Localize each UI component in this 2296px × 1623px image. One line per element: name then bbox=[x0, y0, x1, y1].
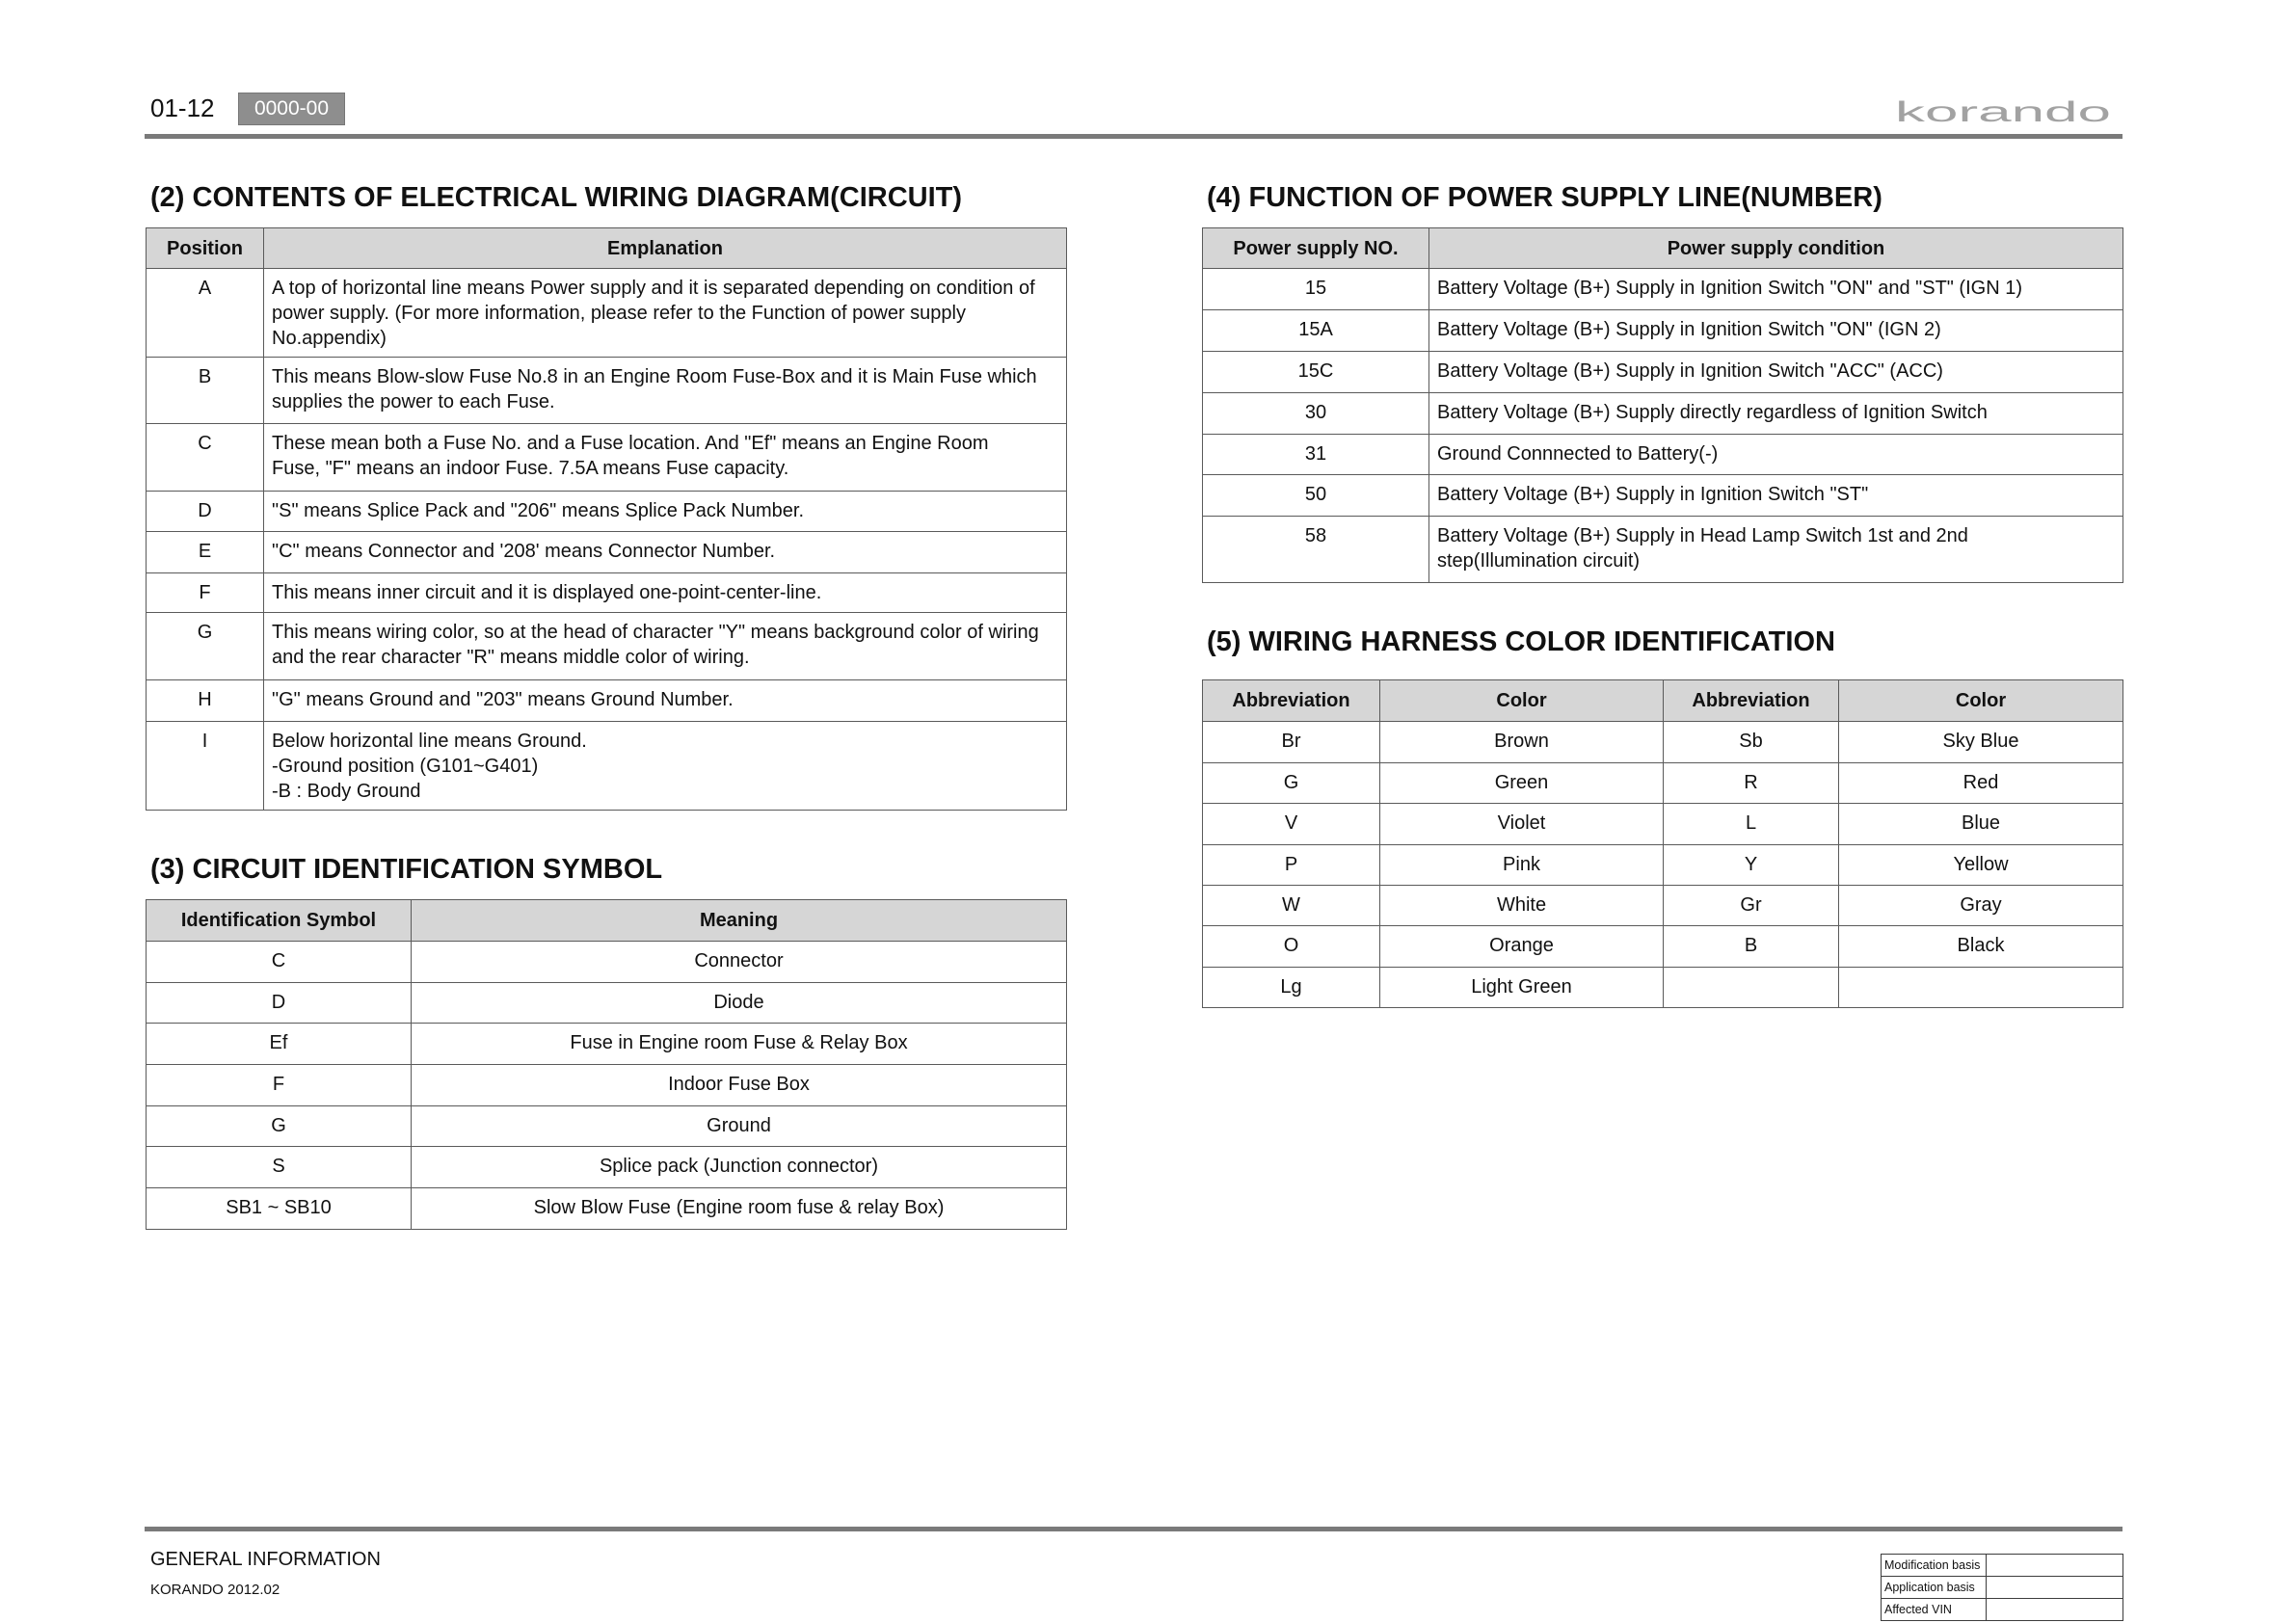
color-cell bbox=[1839, 968, 2123, 1008]
color-cell: Pink bbox=[1380, 845, 1664, 886]
color-cell: Gray bbox=[1839, 886, 2123, 926]
table-row bbox=[147, 942, 1067, 983]
supply-condition-cell bbox=[1429, 435, 2123, 475]
position-cell: A bbox=[147, 269, 264, 358]
supply-condition-cell bbox=[1429, 269, 2123, 310]
abbreviation-cell: Lg bbox=[1203, 968, 1380, 1008]
table-row bbox=[147, 573, 1067, 613]
abbreviation-cell: P bbox=[1203, 845, 1380, 886]
explanation-cell bbox=[264, 358, 1067, 424]
table-row bbox=[1203, 926, 2123, 968]
condition-line: Battery Voltage (B+) Supply in Ignition Switch "ACC" (ACC) bbox=[1437, 360, 1943, 382]
table-row bbox=[1203, 435, 2123, 475]
section-title-wiring-contents: (2) CONTENTS OF ELECTRICAL WIRING DIAGRAM(CIRCUIT) bbox=[150, 182, 963, 213]
revision-value bbox=[1987, 1599, 2123, 1621]
symbol-cell: S bbox=[147, 1147, 412, 1188]
symbol-cell: G bbox=[147, 1106, 412, 1147]
column-header-color: Color bbox=[1839, 680, 2123, 722]
column-header-color: Color bbox=[1380, 680, 1664, 722]
symbol-cell: SB1 ~ SB10 bbox=[147, 1188, 412, 1230]
color-cell: Orange bbox=[1380, 926, 1664, 968]
logo-wordmark: korando bbox=[1895, 98, 2111, 127]
meaning-cell: Splice pack (Junction connector) bbox=[412, 1147, 1067, 1188]
explanation-line: power supply. (For more information, please refer to the Function of power supply bbox=[272, 303, 966, 324]
position-cell: I bbox=[147, 722, 264, 811]
supply-condition-cell bbox=[1429, 517, 2123, 583]
revision-value bbox=[1987, 1577, 2123, 1599]
table-row bbox=[147, 1106, 1067, 1147]
color-cell: Sky Blue bbox=[1839, 722, 2123, 763]
meaning-cell: Fuse in Engine room Fuse & Relay Box bbox=[412, 1024, 1067, 1065]
meaning-cell: Ground bbox=[412, 1106, 1067, 1147]
explanation-line: "S" means Splice Pack and "206" means Splice Pack Number. bbox=[272, 500, 805, 521]
explanation-cell bbox=[264, 424, 1067, 492]
column-header-explanation: Emplanation bbox=[264, 228, 1067, 269]
abbreviation-cell: B bbox=[1664, 926, 1839, 968]
explanation-line: -B : Body Ground bbox=[272, 781, 421, 802]
table-row bbox=[1203, 517, 2123, 583]
table-row bbox=[147, 269, 1067, 358]
color-cell: White bbox=[1380, 886, 1664, 926]
color-cell: Black bbox=[1839, 926, 2123, 968]
meaning-cell: Indoor Fuse Box bbox=[412, 1065, 1067, 1106]
explanation-line: Below horizontal line means Ground. bbox=[272, 731, 587, 752]
table-row bbox=[1203, 968, 2123, 1008]
abbreviation-cell: Y bbox=[1664, 845, 1839, 886]
supply-number-cell: 15A bbox=[1203, 310, 1429, 352]
abbreviation-cell: G bbox=[1203, 763, 1380, 804]
condition-line: Ground Connnected to Battery(-) bbox=[1437, 443, 1719, 465]
table-row bbox=[147, 983, 1067, 1024]
abbreviation-cell bbox=[1664, 968, 1839, 1008]
table-row bbox=[147, 532, 1067, 573]
table-row bbox=[147, 492, 1067, 532]
table-row bbox=[1203, 269, 2123, 310]
revision-table bbox=[1881, 1554, 2123, 1621]
table-row bbox=[147, 613, 1067, 680]
abbreviation-cell: Sb bbox=[1664, 722, 1839, 763]
supply-number-cell: 15C bbox=[1203, 352, 1429, 393]
explanation-line: supplies the power to each Fuse. bbox=[272, 391, 555, 412]
symbol-cell: Ef bbox=[147, 1024, 412, 1065]
column-header-supply-condition: Power supply condition bbox=[1429, 228, 2123, 269]
column-header-abbreviation: Abbreviation bbox=[1664, 680, 1839, 722]
table-row bbox=[147, 1024, 1067, 1065]
explanation-cell bbox=[264, 532, 1067, 573]
section-title-circuit-symbols: (3) CIRCUIT IDENTIFICATION SYMBOL bbox=[150, 854, 663, 885]
table-header-row bbox=[147, 228, 1067, 269]
position-cell: F bbox=[147, 573, 264, 613]
explanation-cell bbox=[264, 722, 1067, 811]
condition-line: Battery Voltage (B+) Supply in Ignition Switch "ST" bbox=[1437, 484, 1869, 505]
table-row bbox=[147, 424, 1067, 492]
table-header-row bbox=[1203, 680, 2123, 722]
position-cell: G bbox=[147, 613, 264, 680]
korando-logo bbox=[1895, 98, 2111, 127]
symbol-cell: F bbox=[147, 1065, 412, 1106]
table-row bbox=[1203, 845, 2123, 886]
explanation-cell bbox=[264, 680, 1067, 722]
meaning-cell: Diode bbox=[412, 983, 1067, 1024]
revision-row bbox=[1882, 1599, 2123, 1621]
page-number: 01-12 bbox=[150, 93, 215, 122]
position-cell: E bbox=[147, 532, 264, 573]
color-cell: Light Green bbox=[1380, 968, 1664, 1008]
table-row bbox=[1203, 393, 2123, 435]
table-row bbox=[147, 722, 1067, 811]
table-row bbox=[1203, 804, 2123, 845]
power-supply-table bbox=[1202, 227, 2123, 583]
table-row bbox=[147, 1065, 1067, 1106]
footer-model-date: KORANDO 2012.02 bbox=[150, 1582, 280, 1598]
explanation-cell bbox=[264, 573, 1067, 613]
explanation-line: This means Blow-slow Fuse No.8 in an Engine Room Fuse-Box and it is Main Fuse which bbox=[272, 366, 1037, 387]
table-row bbox=[1203, 475, 2123, 517]
table-row bbox=[1203, 352, 2123, 393]
explanation-line: This means inner circuit and it is displayed one-point-center-line. bbox=[272, 582, 822, 603]
color-cell: Violet bbox=[1380, 804, 1664, 845]
color-cell: Red bbox=[1839, 763, 2123, 804]
column-header-abbreviation: Abbreviation bbox=[1203, 680, 1380, 722]
symbol-cell: C bbox=[147, 942, 412, 983]
abbreviation-cell: R bbox=[1664, 763, 1839, 804]
condition-line: Battery Voltage (B+) Supply in Ignition Switch "ON" and "ST" (IGN 1) bbox=[1437, 278, 2022, 299]
abbreviation-cell: L bbox=[1664, 804, 1839, 845]
abbreviation-cell: Br bbox=[1203, 722, 1380, 763]
table-row bbox=[147, 358, 1067, 424]
column-header-symbol: Identification Symbol bbox=[147, 900, 412, 942]
wiring-contents-table bbox=[146, 227, 1067, 811]
condition-line: Battery Voltage (B+) Supply directly regardless of Ignition Switch bbox=[1437, 402, 1988, 423]
color-cell: Green bbox=[1380, 763, 1664, 804]
color-cell: Blue bbox=[1839, 804, 2123, 845]
table-row bbox=[1203, 763, 2123, 804]
supply-number-cell: 58 bbox=[1203, 517, 1429, 583]
explanation-line: No.appendix) bbox=[272, 328, 387, 349]
explanation-line: and the rear character "R" means middle color of wiring. bbox=[272, 647, 750, 668]
column-header-supply-number: Power supply NO. bbox=[1203, 228, 1429, 269]
revision-value bbox=[1987, 1555, 2123, 1577]
condition-line: Battery Voltage (B+) Supply in Ignition Switch "ON" (IGN 2) bbox=[1437, 319, 1941, 340]
supply-number-cell: 50 bbox=[1203, 475, 1429, 517]
footer-section-name: GENERAL INFORMATION bbox=[150, 1549, 381, 1570]
supply-condition-cell bbox=[1429, 352, 2123, 393]
explanation-line: -Ground position (G101~G401) bbox=[272, 756, 539, 777]
revision-row bbox=[1882, 1555, 2123, 1577]
table-row bbox=[1203, 310, 2123, 352]
position-cell: D bbox=[147, 492, 264, 532]
circuit-symbol-table bbox=[146, 899, 1067, 1230]
table-row bbox=[147, 680, 1067, 722]
table-row bbox=[147, 1147, 1067, 1188]
explanation-line: A top of horizontal line means Power supply and it is separated depending on condition of bbox=[272, 278, 1035, 299]
meaning-cell: Slow Blow Fuse (Engine room fuse & relay Box) bbox=[412, 1188, 1067, 1230]
revision-label: Application basis bbox=[1882, 1577, 1987, 1599]
explanation-line: "C" means Connector and '208' means Connector Number. bbox=[272, 541, 776, 562]
position-cell: C bbox=[147, 424, 264, 492]
condition-line: Battery Voltage (B+) Supply in Head Lamp Switch 1st and 2nd bbox=[1437, 525, 1968, 546]
abbreviation-cell: Gr bbox=[1664, 886, 1839, 926]
table-row bbox=[147, 1188, 1067, 1230]
supply-condition-cell bbox=[1429, 393, 2123, 435]
revision-row bbox=[1882, 1577, 2123, 1599]
column-header-position: Position bbox=[147, 228, 264, 269]
supply-condition-cell bbox=[1429, 475, 2123, 517]
supply-condition-cell bbox=[1429, 310, 2123, 352]
section-title-harness-colors: (5) WIRING HARNESS COLOR IDENTIFICATION bbox=[1207, 626, 1835, 657]
table-header-row bbox=[147, 900, 1067, 942]
abbreviation-cell: W bbox=[1203, 886, 1380, 926]
explanation-line: "G" means Ground and "203" means Ground Number. bbox=[272, 689, 734, 710]
code-badge: 0000-00 bbox=[238, 93, 345, 125]
meaning-cell: Connector bbox=[412, 942, 1067, 983]
column-header-meaning: Meaning bbox=[412, 900, 1067, 942]
abbreviation-cell: V bbox=[1203, 804, 1380, 845]
harness-color-table bbox=[1202, 679, 2123, 1008]
footer-rule bbox=[145, 1527, 2122, 1531]
supply-number-cell: 31 bbox=[1203, 435, 1429, 475]
table-row bbox=[1203, 886, 2123, 926]
color-cell: Brown bbox=[1380, 722, 1664, 763]
explanation-cell bbox=[264, 492, 1067, 532]
supply-number-cell: 15 bbox=[1203, 269, 1429, 310]
section-title-power-supply: (4) FUNCTION OF POWER SUPPLY LINE(NUMBER) bbox=[1207, 182, 1882, 213]
revision-label: Modification basis bbox=[1882, 1555, 1987, 1577]
table-row bbox=[1203, 722, 2123, 763]
position-cell: B bbox=[147, 358, 264, 424]
header-rule bbox=[145, 134, 2122, 139]
condition-line: step(Illumination circuit) bbox=[1437, 550, 1641, 572]
supply-number-cell: 30 bbox=[1203, 393, 1429, 435]
color-cell: Yellow bbox=[1839, 845, 2123, 886]
symbol-cell: D bbox=[147, 983, 412, 1024]
table-header-row bbox=[1203, 228, 2123, 269]
revision-label: Affected VIN bbox=[1882, 1599, 1987, 1621]
explanation-line: This means wiring color, so at the head of character "Y" means background color of wiring bbox=[272, 622, 1039, 643]
explanation-line: Fuse, "F" means an indoor Fuse. 7.5A means Fuse capacity. bbox=[272, 458, 789, 479]
explanation-cell bbox=[264, 613, 1067, 680]
abbreviation-cell: O bbox=[1203, 926, 1380, 968]
explanation-cell bbox=[264, 269, 1067, 358]
position-cell: H bbox=[147, 680, 264, 722]
explanation-line: These mean both a Fuse No. and a Fuse location. And "Ef" means an Engine Room bbox=[272, 433, 989, 454]
